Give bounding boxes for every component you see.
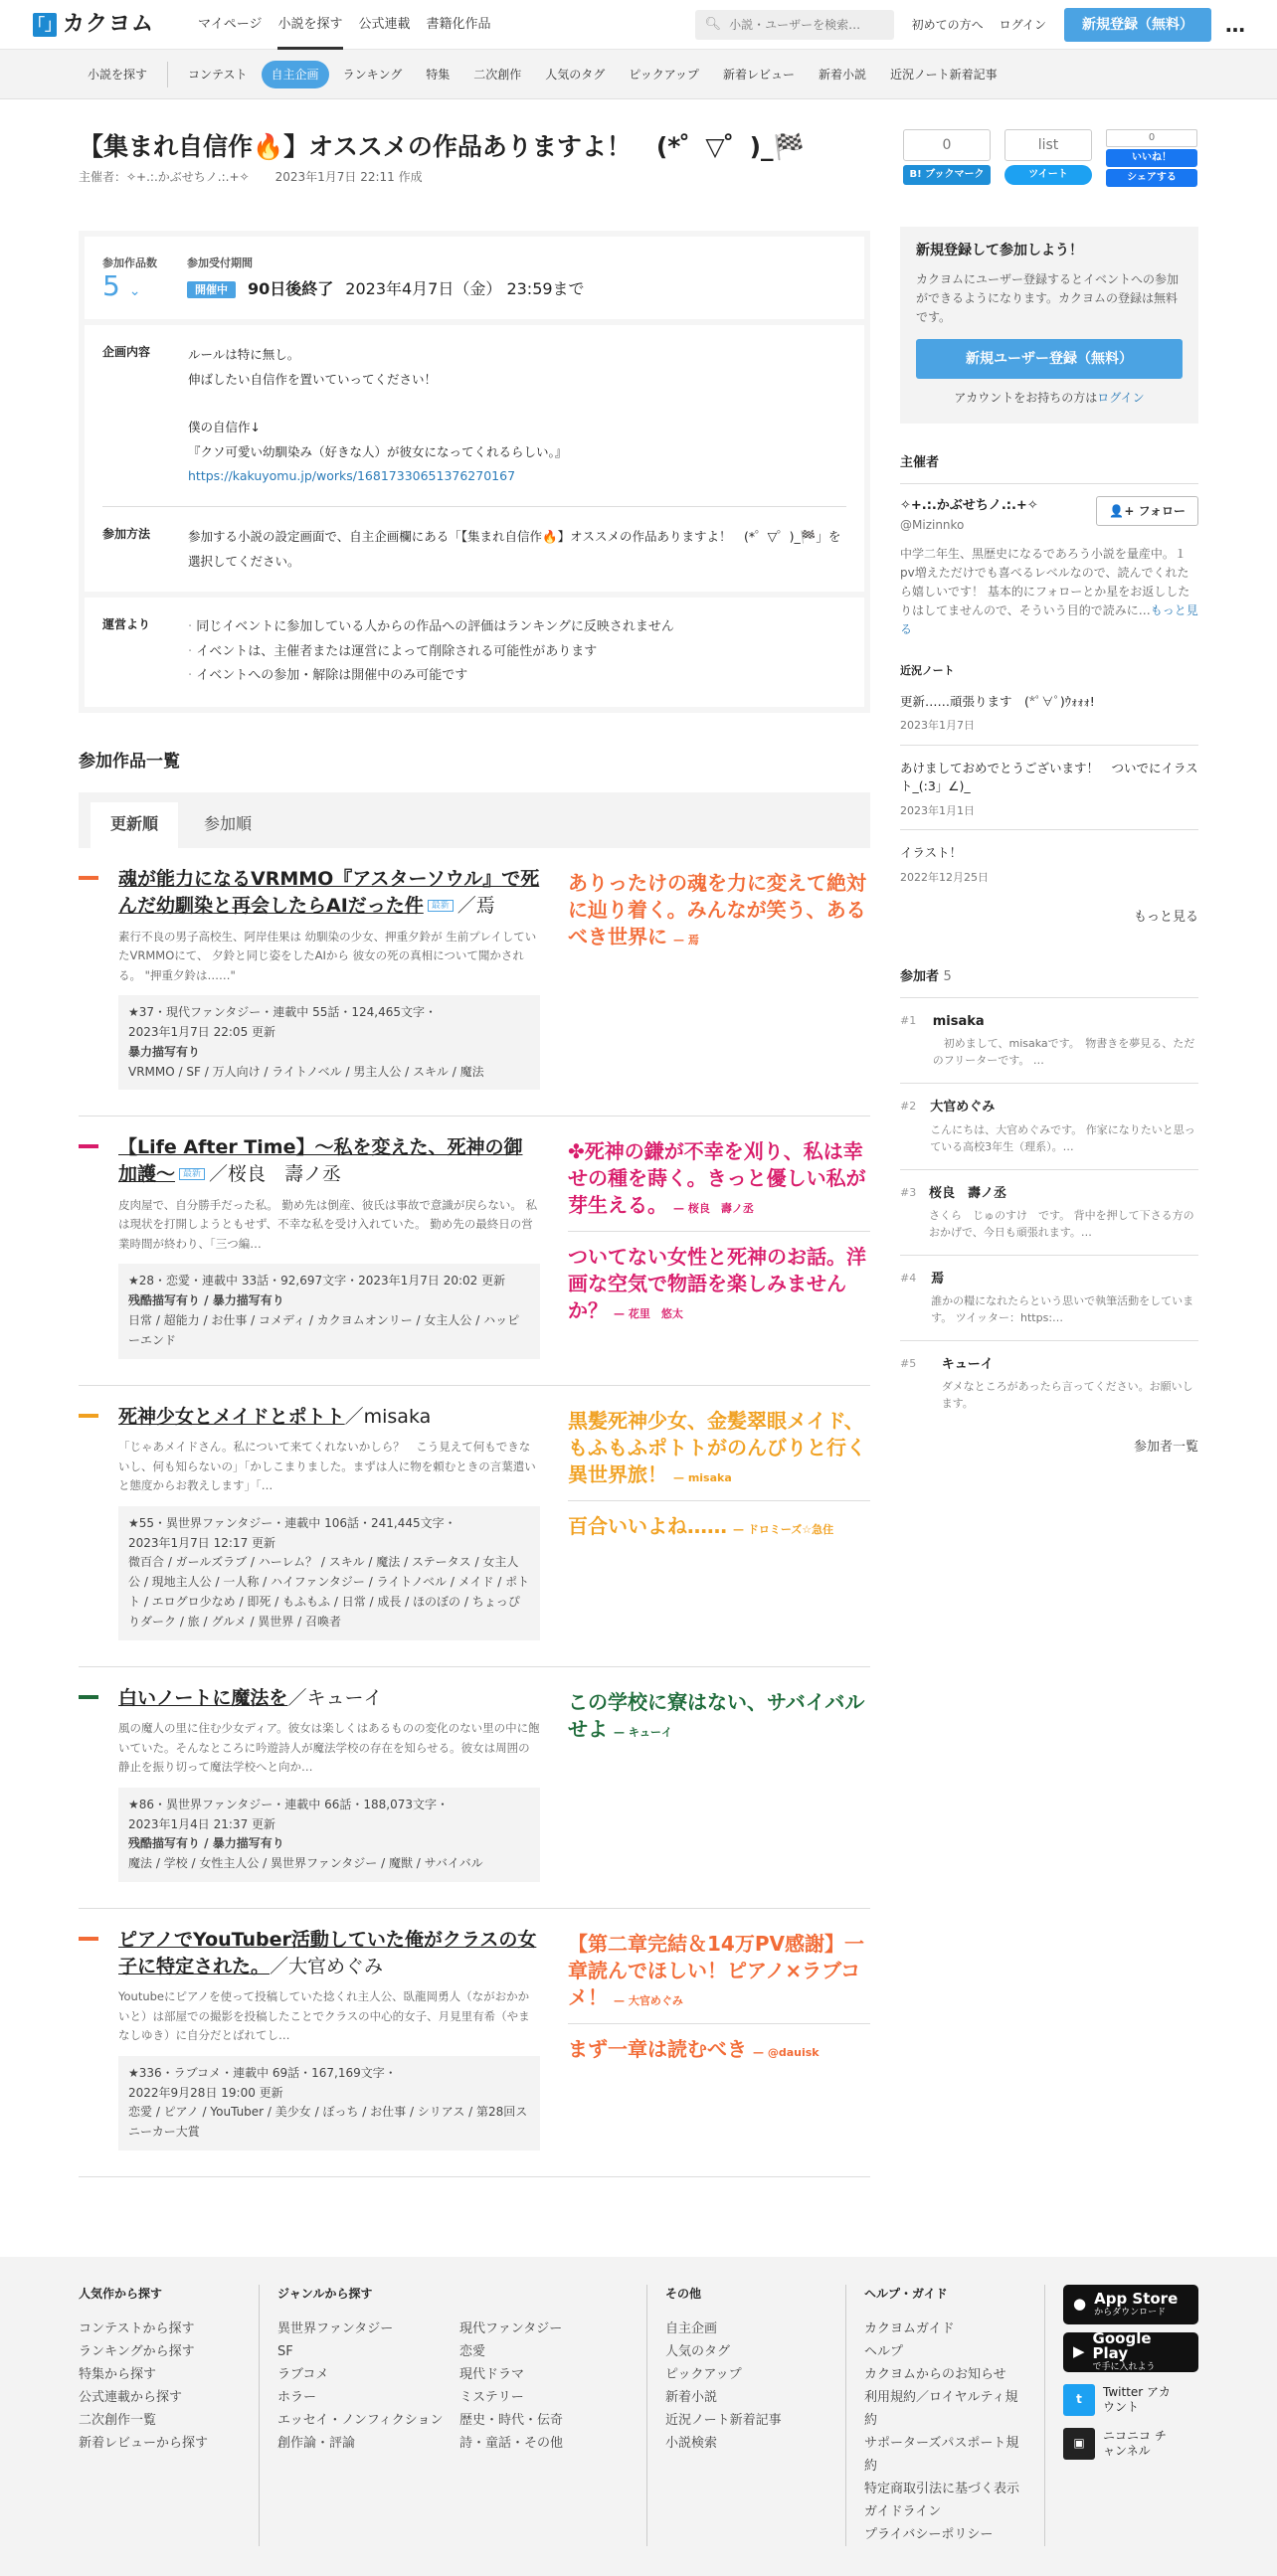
event-details: [85, 325, 864, 592]
work-color-bar: [79, 1144, 98, 1148]
nav-mypage[interactable]: マイページ: [198, 17, 263, 32]
footer-link[interactable]: サポーターズパスポート規約: [864, 2435, 1019, 2474]
footer-link[interactable]: 人気のタグ: [665, 2343, 731, 2359]
niconico-link[interactable]: [1063, 2428, 1198, 2460]
work-author[interactable]: ／焉: [456, 895, 495, 918]
content-line: 『クソ可愛い幼馴染み（好きな人）が彼女になってくれるらしい。』: [188, 443, 568, 459]
works-list: [79, 848, 870, 2176]
subnav-ranking[interactable]: ランキング: [342, 67, 403, 82]
review-catchphrase[interactable]: [568, 1931, 870, 2023]
subnav-user-events[interactable]: 自主企画: [262, 61, 329, 89]
review-catchphrase[interactable]: [568, 1500, 870, 1552]
work-stats: ★37・現代ファンタジー・連載中 55話・124,465文字・: [128, 1005, 438, 1020]
participant-no: #4: [900, 1271, 917, 1285]
fb-count: 0: [1106, 129, 1197, 147]
footer-link[interactable]: 利用規約／ロイヤルティ規約: [864, 2389, 1018, 2428]
search-icon[interactable]: 🔍︎: [704, 16, 722, 32]
review-text: ついてない女性と死神のお話。洋画な空気で物語を楽しみませんか？: [568, 1245, 866, 1323]
review-catchphrase[interactable]: [568, 1408, 870, 1500]
work-meta: [118, 1506, 540, 1640]
page-title: 【集まれ自信作🔥】オススメの作品ありますよ！ (*゜▽゜)_🏁: [79, 132, 805, 161]
review-catchphrase[interactable]: [568, 1689, 870, 1755]
review-catchphrase[interactable]: [568, 1138, 870, 1231]
event-created: 2023年1月7日 22:11 作成: [274, 170, 423, 184]
nav-books[interactable]: 書籍化作品: [426, 17, 491, 32]
work-tags[interactable]: 微百合 / ガールズラブ / ハーレム？ / スキル / 魔法 / ステータス / 女主人公 / 現地主人公 / 一人称 / ハイファンタジー / ライトノベル / メイド / ポトト / エログロ少なめ / 即死 / もふもふ / 日常 / 成長 / ほのぼの / ちょっぴりダーク / 旅 / グルメ / 異世界 / 召喚者: [128, 1555, 530, 1629]
work-reviews: [568, 1685, 870, 1882]
apple-icon: ●: [1073, 2295, 1087, 2314]
main-column: [79, 117, 870, 2177]
work-intro: 皮肉屋で、自分勝手だった私。 勤め先は倒産、彼氏は事故で意識が戻らない。 私は現状を打開しようともせず、不幸な私を受け入れていた。 勤め先の最終日の営業時間が終わり、「三つ編…: [118, 1197, 538, 1251]
news-item[interactable]: [900, 746, 1198, 831]
niconico-icon: ▣: [1063, 2428, 1095, 2460]
nav-search-novels[interactable]: 小説を探す: [277, 0, 342, 50]
admin-note: · イベントは、主催者または運営によって削除される可能性があります: [188, 640, 674, 665]
content-line: 僕の自信作↓: [188, 420, 261, 435]
app-store-badge[interactable]: [1063, 2285, 1198, 2324]
footer-link[interactable]: 歴史・時代・伝奇: [459, 2412, 564, 2428]
footer-link[interactable]: ミステリー: [459, 2389, 524, 2405]
work-author[interactable]: ／misaka: [344, 1405, 432, 1428]
review-catchphrase[interactable]: [568, 2023, 870, 2075]
footer-link[interactable]: ラブコメ: [277, 2366, 329, 2382]
subnav-search[interactable]: 小説を探す: [88, 67, 148, 82]
hatena-bookmark-button[interactable]: B! ブックマーク: [903, 165, 991, 185]
follow-button[interactable]: [1096, 496, 1198, 526]
appstore-label: App Store: [1094, 2289, 1179, 2308]
footer-link[interactable]: カクヨムガイド: [864, 2320, 955, 2336]
content-link[interactable]: https://kakuyomu.jp/works/16817330651376270167: [188, 467, 516, 483]
footer-link[interactable]: 詩・童話・その他: [459, 2435, 564, 2451]
participant-name: 大官めぐみ: [930, 1100, 996, 1116]
footer-link[interactable]: プライバシーポリシー: [864, 2526, 994, 2542]
admin-label: 運営より: [102, 617, 151, 632]
footer-link[interactable]: コンテストから探す: [79, 2320, 195, 2336]
content-line: 伸ばしたい自信作を置いていってください！: [188, 371, 438, 387]
participant-item[interactable]: [900, 998, 1198, 1084]
subnav-divider: [167, 62, 168, 87]
participant-desc: ダメなところがあったら言ってください。お願いします。: [941, 1380, 1193, 1411]
participant-name: 焉: [931, 1271, 945, 1287]
work-item: [79, 1386, 870, 1667]
footer-link[interactable]: 恋愛: [459, 2343, 486, 2359]
review-author: — 焉: [673, 934, 699, 947]
work-title[interactable]: 魂が能力になるVRMMO『アスターソウル』で死んだ幼馴染と再会したらAIだった件: [118, 868, 540, 918]
participant-no: #1: [900, 1014, 917, 1028]
review-text: 百合いいよね……: [568, 1513, 727, 1538]
work-updated: 2023年1月4日 21:37 更新: [128, 1816, 276, 1831]
footer-link[interactable]: ヘルプ: [864, 2343, 904, 2359]
register-button[interactable]: 新規登録（無料）: [1064, 8, 1211, 42]
niconico-label: ニコニコ チャンネル: [1103, 2428, 1167, 2458]
footer-link[interactable]: 二次創作一覧: [79, 2412, 157, 2428]
work-item: [79, 848, 870, 1116]
search-box: [695, 10, 894, 40]
work-warnings: 暴力描写有り: [128, 1044, 201, 1059]
review-text: まず一章は読むべき: [568, 2036, 747, 2061]
subnav-tags[interactable]: 人気のタグ: [545, 67, 606, 82]
work-title[interactable]: ピアノでYouTuber活動していた俺がクラスの女子に特定された。: [118, 1928, 537, 1977]
participant-name: 桜良 壽ノ丞: [928, 1185, 1006, 1201]
gplay-label: Google Play: [1092, 2329, 1152, 2363]
work-stats: ★28・恋愛・連載中 33話・92,697文字・2023年1月7日 20:02 更新: [128, 1274, 506, 1288]
work-tags[interactable]: 魔法 / 学校 / 女性主人公 / 異世界ファンタジー / 魔獣 / サバイバル: [128, 1856, 483, 1871]
admin-note: · 同じイベントに参加している人からの作品への評価はランキングに反映されません: [188, 615, 674, 640]
work-intro: 素行不良の男子高校生、阿岸佳果は 幼馴染の少女、押重夕鈴が 生前プレイしていたVRMMOにて、 夕鈴と同じ姿をしたAIから 彼女の死の真相について聞かされる。 "押重夕鈴は……": [118, 929, 537, 982]
footer-link[interactable]: 小説検索: [665, 2435, 718, 2451]
status-badge: 開催中: [187, 281, 236, 298]
footer-link[interactable]: 創作論・評論: [277, 2435, 356, 2451]
work-tags[interactable]: 日常 / 超能力 / お仕事 / コメディ / カクヨムオンリー / 女主人公 / ハッピーエンド: [128, 1312, 520, 1347]
follow-label: フォロー: [1138, 503, 1186, 518]
participant-item[interactable]: [900, 1084, 1198, 1169]
organizer-name[interactable]: ✧+.:.かぶせちノ.:.+✧: [900, 497, 1038, 513]
deadline-date: 2023年4月7日（金） 23:59まで: [345, 278, 585, 298]
work-reviews: [568, 1927, 870, 2150]
work-warnings: 残酷描写有り / 暴力描写有り: [128, 1836, 284, 1851]
work-item: [79, 1667, 870, 1909]
global-nav: [198, 0, 491, 50]
admin-notes: [85, 598, 864, 707]
event-method: 参加する小説の設定画面で、自主企画欄にある「【集まれ自信作🔥】オススメの作品ありますよ！ (*゜▽゜)_🏁」を選択してください。: [188, 529, 841, 569]
more-menu-icon[interactable]: …: [1225, 12, 1246, 37]
sidebar-login-link[interactable]: ログイン: [1097, 391, 1145, 406]
footer-heading: 人気作から探す: [79, 2286, 163, 2301]
admin-note: · イベントへの参加・解除は開催中のみ可能です: [188, 664, 674, 689]
review-text: 黒髪死神少女、金髪翠眼メイド、もふもふポトトがのんびりと行く異世界旅！: [568, 1408, 866, 1486]
organizer-more-link[interactable]: もっと見る: [900, 603, 1198, 637]
content-label: 企画内容: [102, 345, 151, 360]
work-title[interactable]: 【Life After Time】〜私を変えた、死神の御加護〜: [118, 1136, 523, 1186]
works-count-label: 参加作品数: [102, 256, 157, 269]
work-meta: [118, 1264, 540, 1358]
work-item: [79, 1909, 870, 2177]
organizer-intro: 中学二年生、黒歴史になるであろう小説を量産中。１pv増えただけでも喜べるレベルなので、読んでくれたら嬉しいです！ 基本的にフォローとか星をお返ししたりはしてませんので、そういう目的で読みに…: [900, 546, 1190, 618]
participants-count: 5: [943, 968, 952, 984]
logo-mark: 「」: [33, 13, 57, 37]
news-title: イラスト！: [900, 845, 963, 861]
work-tags[interactable]: 恋愛 / ピアノ / YouTuber / 美少女 / ぼっち / お仕事 / シリアス / 第28回スニーカー大賞: [128, 2105, 528, 2140]
work-color-bar: [79, 1695, 98, 1699]
participants-heading: 参加者: [900, 968, 940, 984]
event-summary: [85, 237, 864, 320]
footer-apps: [1063, 2285, 1198, 2546]
new-badge: 最新: [428, 900, 454, 912]
sub-nav: [0, 50, 1277, 99]
participants-list: [900, 998, 1198, 1426]
content-line: ルールは特に無し。: [188, 347, 300, 363]
footer-help: [864, 2285, 1045, 2546]
work-updated: 2023年1月7日 12:17 更新: [128, 1535, 276, 1550]
content-blank: [188, 392, 567, 416]
work-stats: ★336・ラブコメ・連載中 69話・167,169文字・: [128, 2065, 397, 2080]
participant-name: キューイ: [941, 1357, 994, 1373]
work-author[interactable]: ／桜良 壽ノ丞: [209, 1163, 342, 1186]
review-catchphrase[interactable]: [568, 870, 870, 962]
work-author[interactable]: ／キューイ: [287, 1686, 383, 1709]
period-label: 参加受付期間: [187, 256, 253, 269]
participant-desc: さくら じゅのすけ です。 背中を押して下さる方のおかげで、今日も頑張れます。…: [928, 1208, 1194, 1239]
footer-link[interactable]: 公式連載から探す: [79, 2389, 183, 2405]
footer: [0, 2257, 1277, 2576]
fb-share-button[interactable]: シェアする: [1106, 169, 1197, 187]
news-heading: 近況ノート: [900, 663, 955, 677]
register-text: カクヨムにユーザー登録するとイベントへの参加ができるようになります。カクヨムの登録は無料です。: [916, 271, 1180, 325]
works-heading: 参加作品一覧: [79, 752, 180, 773]
review-text: ありったけの魂を力に変えて絶対に辿り着く。みんなが笑う、あるべき世界に: [568, 871, 866, 949]
organizer-heading: 主催者: [900, 453, 1198, 484]
participant-item[interactable]: [900, 1256, 1198, 1341]
beginners-link[interactable]: 初めての方へ: [911, 17, 984, 32]
review-text: この学校に寮はない、サバイバルせよ: [568, 1689, 865, 1741]
footer-other: [665, 2285, 846, 2546]
nav-official[interactable]: 公式連載: [358, 17, 411, 32]
add-user-icon: 👤+: [1109, 503, 1139, 518]
footer-link[interactable]: 新着レビューから探す: [79, 2435, 209, 2451]
work-tags[interactable]: VRMMO / SF / 万人向け / ライトノベル / 男主人公 / スキル / 魔法: [128, 1064, 484, 1079]
work-meta: [118, 995, 540, 1090]
footer-link[interactable]: 近況ノート新着記事: [665, 2412, 782, 2428]
twitter-link[interactable]: [1063, 2384, 1198, 2416]
participant-no: #3: [900, 1185, 917, 1199]
news-item[interactable]: [900, 679, 1198, 746]
register-box: [900, 227, 1198, 424]
footer-link[interactable]: ランキングから探す: [79, 2343, 195, 2359]
work-color-bar: [79, 1937, 98, 1941]
participant-desc: こんにちは、大官めぐみです。 作家になりたいと思っている高校3年生（理系）。…: [930, 1122, 1195, 1153]
footer-link[interactable]: SF: [277, 2343, 293, 2359]
footer-link[interactable]: 異世界ファンタジー: [277, 2320, 394, 2336]
chevron-down-icon[interactable]: ⌄: [128, 282, 141, 299]
logo-text: カクヨム: [63, 11, 155, 37]
work-item: [79, 1116, 870, 1385]
participant-desc: 誰かの糧になれたらという思いで執筆活動をしています。 ツイッター：https:…: [931, 1293, 1194, 1325]
work-intro: 「じゃあメイドさん。私について来てくれないかしら？ こう見えて何もできないし、何も知らないの」「かしこまりました。まずは人に物を頼むときの言葉遣いと態度からお教えします」「…: [118, 1440, 536, 1493]
register-title: 新規登録して参加しよう！: [916, 243, 1083, 258]
new-badge: 最新: [179, 1168, 205, 1180]
work-meta: [118, 2056, 540, 2150]
twitter-label: Twitter アカウント: [1103, 2384, 1171, 2414]
review-author: — misaka: [673, 1470, 732, 1484]
work-reviews: [568, 1404, 870, 1640]
search-input[interactable]: [729, 18, 878, 32]
footer-popular: [79, 2285, 260, 2546]
new-user-button[interactable]: 新規ユーザー登録（無料）: [916, 339, 1183, 379]
subnav-contest[interactable]: コンテスト: [188, 67, 248, 82]
participant-no: #5: [900, 1357, 917, 1371]
news-more-link[interactable]: もっと見る: [1133, 909, 1198, 925]
subnav-new-novels[interactable]: 新着小説: [818, 67, 866, 82]
review-text: ✤死神の鎌が不幸を刈り、私は幸せの種を蒔く。きっと優しい私が芽生える。: [568, 1139, 866, 1218]
participant-item[interactable]: [900, 1341, 1198, 1426]
footer-heading: ジャンルから探す: [277, 2286, 373, 2301]
footer-genres: [277, 2285, 647, 2546]
news-date: 2023年1月1日: [900, 804, 975, 817]
gplay-sub: で手に入れよう: [1092, 2362, 1156, 2373]
review-text: 【第二章完結＆14万PV感謝】一章読んでほしい！ピアノ×ラブコメ！: [568, 1931, 864, 2009]
work-title[interactable]: 白いノートに魔法を: [118, 1686, 288, 1709]
footer-link[interactable]: カクヨムからのお知らせ: [864, 2366, 1006, 2382]
footer-link[interactable]: 特集から探す: [79, 2366, 157, 2382]
footer-link[interactable]: 自主企画: [665, 2320, 718, 2336]
site-logo[interactable]: [29, 8, 170, 42]
sidebar: [900, 227, 1198, 2177]
review-author: — キューイ: [614, 1725, 672, 1739]
participant-name: misaka: [932, 1014, 985, 1030]
tweet-button[interactable]: ツイート: [1004, 165, 1092, 185]
login-link[interactable]: ログイン: [999, 17, 1046, 32]
footer-link[interactable]: 現代ドラマ: [459, 2366, 525, 2382]
footer-link[interactable]: 新着小説: [665, 2389, 718, 2405]
review-author: — 桜良 壽ノ丞: [673, 1202, 754, 1216]
footer-link[interactable]: エッセイ・ノンフィクション: [277, 2412, 444, 2428]
work-meta: [118, 1788, 540, 1882]
tweet-count: list: [1004, 129, 1092, 161]
news-date: 2022年12月25日: [900, 870, 989, 884]
footer-link[interactable]: 特定商取引法に基づく表示: [864, 2481, 1020, 2496]
participant-item[interactable]: [900, 1170, 1198, 1256]
tab-updated[interactable]: 更新順: [91, 802, 178, 848]
login-prompt: アカウントをお持ちの方は: [954, 391, 1098, 406]
work-updated: 2022年9月28日 19:00 更新: [128, 2085, 283, 2100]
footer-link[interactable]: ピックアップ: [665, 2366, 742, 2382]
works-tabs: [79, 792, 870, 848]
work-intro: Youtubeにピアノを使って投稿していた捻くれ主人公、臥龍岡勇人（ながおかかいと）は部屋での撮影を投稿したことでクラスの中心的女子、月見里有希（やまなしゆき）に自分だとばれてし…: [118, 1989, 530, 2043]
method-label: 参加方法: [102, 527, 151, 542]
news-date: 2023年1月7日: [900, 719, 975, 733]
subnav-new-notes[interactable]: 近況ノート新着記事: [889, 67, 998, 82]
work-warnings: 残酷描写有り / 暴力描写有り: [128, 1293, 284, 1308]
google-play-badge[interactable]: [1063, 2329, 1198, 2373]
work-stats: ★55・異世界ファンタジー・連載中 106話・241,445文字・: [128, 1515, 456, 1530]
organizer-id: @Mizinnko: [900, 518, 965, 533]
subnav-new-reviews[interactable]: 新着レビュー: [722, 67, 795, 82]
footer-link[interactable]: 現代ファンタジー: [459, 2320, 563, 2336]
works-count[interactable]: 5: [102, 268, 120, 302]
subnav-features[interactable]: 特集: [426, 67, 451, 82]
footer-heading: ヘルプ・ガイド: [864, 2286, 948, 2301]
work-title[interactable]: 死神少女とメイドとポトト: [118, 1405, 345, 1428]
work-reviews: [568, 1134, 870, 1358]
event-host[interactable]: 主催者：✧+.:.かぶせちノ.:.+✧: [79, 170, 250, 184]
footer-heading: その他: [665, 2286, 702, 2301]
news-title: 更新……頑張ります (*ﾟ∀ﾟ)ｳｫｫｫ!: [900, 693, 1095, 709]
footer-link[interactable]: ガイドライン: [864, 2503, 942, 2519]
subnav-pickup[interactable]: ピックアップ: [629, 67, 699, 82]
event-content: [188, 343, 567, 488]
work-stats: ★86・異世界ファンタジー・連載中 66話・188,073文字・: [128, 1797, 450, 1811]
review-author: — ドロミーズ☆急住: [733, 1522, 834, 1536]
news-item[interactable]: [900, 830, 1198, 896]
subnav-fanfic[interactable]: 二次創作: [473, 67, 522, 82]
hatena-count: 0: [903, 129, 991, 161]
google-play-icon: ▶: [1073, 2342, 1085, 2361]
review-author: — 花里 悠太: [614, 1307, 683, 1321]
work-author[interactable]: ／大官めぐみ: [270, 1955, 384, 1977]
work-color-bar: [79, 876, 98, 880]
news-list: [900, 679, 1198, 896]
event-info: [79, 231, 870, 714]
appstore-sub: からダウンロード: [1094, 2307, 1167, 2318]
global-header: [0, 0, 1277, 50]
work-updated: 2023年1月7日 22:05 更新: [128, 1025, 276, 1040]
footer-link[interactable]: ホラー: [277, 2389, 317, 2405]
news-title: あけましておめでとうございます！ ついでにイラスト_(:3」∠)_: [900, 760, 1198, 794]
review-catchphrase[interactable]: [568, 1231, 870, 1336]
work-intro: 風の魔人の里に住む少女ディア。彼女は楽しくはあるものの変化のない里の中に飽いていた。そんなところに吟遊詩人が魔法学校の存在を知らせる。彼女は周囲の静止を振り切って魔法学校へと向か…: [118, 1721, 540, 1775]
participant-no: #2: [900, 1100, 917, 1114]
work-color-bar: [79, 1414, 98, 1418]
review-author: — @dauisk: [753, 2045, 820, 2059]
participant-desc: 初めまして、misakaです。 物書きを夢見る、ただのフリーターです。 …: [932, 1037, 1195, 1068]
work-reviews: [568, 866, 870, 1090]
fb-like-button[interactable]: いいね！: [1106, 149, 1197, 167]
review-author: — 大官めぐみ: [614, 1993, 683, 2007]
twitter-icon: t: [1063, 2384, 1095, 2416]
tab-joined[interactable]: 参加順: [204, 814, 253, 834]
remain-days: 90日後終了: [248, 278, 334, 298]
participants-more-link[interactable]: 参加者一覧: [1133, 1440, 1198, 1456]
